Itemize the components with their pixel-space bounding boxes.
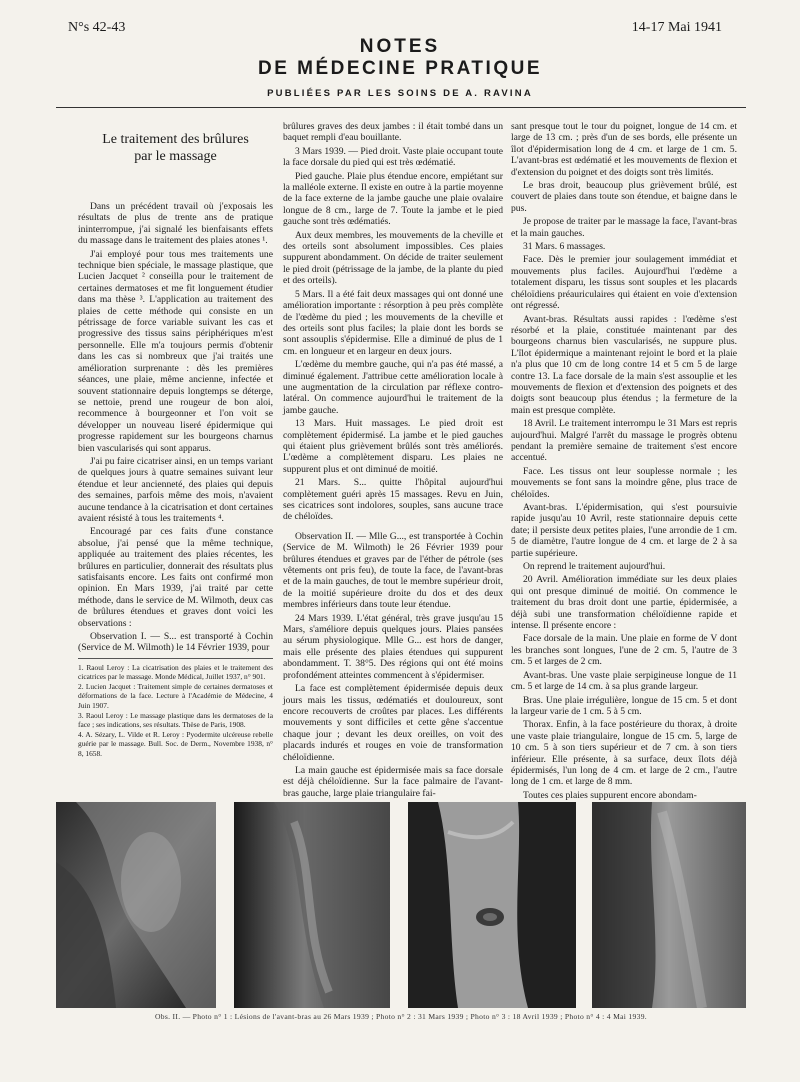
paragraph: On reprend le traitement aujourd'hui. (523, 561, 666, 573)
paragraph: Encouragé par ces faits d'une constance absolue, j'ai pensé que la même technique, appliquée au traitement des plaies récentes, les brûlures en particulier, donnerait des résultats plus satisfaisants encore. Les faits ont confirmé mon opinion. En Mars 1939, j'ai traité par cette méthode, dans le service de M. Wilmoth, deux cas de brûlures étendues et graves dont voici les observations : (78, 526, 273, 629)
paragraph: 31 Mars. 6 massages. (523, 241, 606, 253)
issue-date: 14-17 Mai 1941 (631, 20, 722, 35)
paragraph: Avant-bras. L'épidermisation, qui s'est poursuivie rapide jusqu'au 10 Avril, reste stationnaire depuis cette date; il persiste deux petites plaies, l'une arrondie de 1 cm. 5 de diamètre, l'autre longue de 4 cm. et large de 2 à sa partie supérieure. (511, 502, 737, 559)
photo-4 (592, 802, 746, 1008)
paragraph: Face. Dès le premier jour soulagement immédiat et mouvements plus faciles. Aujourd'hui l'œdème a totalement disparu, les tissus sont souples et les placards chéloïdiens préauriculaires qui étaient en voie d'extension ont régressé. (511, 254, 737, 312)
column-2 (283, 121, 503, 801)
photo-4-image (592, 802, 746, 1008)
paragraph: Toutes ces plaies suppurent encore abondam- (523, 789, 697, 801)
photo-2-image (234, 802, 390, 1008)
photo-1-image (56, 802, 216, 1008)
footnote: 1. Raoul Leroy : La cicatrisation des plaies et le traitement des cicatrices par le massage. Monde Médical, Juillet 1937, n° 901. (78, 662, 273, 682)
footnote: 4. A. Sézary, L. Vilde et R. Leroy : Pyodermite ulcéreuse rebelle guérie par le massage. Bull. Soc. de Derm., Novembre 1938, n° 8, 1658. (78, 730, 273, 758)
footnotes (78, 658, 273, 758)
paragraph: J'ai employé pour tous mes traitements une technique bien spéciale, le massage plastique, que Lucien Jacquet ² conseilla pour le traitement de certaines dermatoses et me fit longuement étudier dans ma thèse ³. L'application au traitement des plaies de cette méthode qui consiste en un pétrissage de force variable suivant les cas et progressive des tissus sains périphériques m'est personnelle. Elle m'a toujours permis d'obtenir dans les cas si nombreux que j'ai traités une amélioration surprenante : dès les premières séances, une plaie, même ancienne, infectée et souvent stationnaire depuis longtemps se déterge, se nettoie, prend une rougeur de bon aloi, recommence à bourgeonner et l'on voit se développer un nouveau liseré épidermique qui progresse rapidement sur les bourgeons charnus bien vascularisés qui sont apparus. (78, 248, 273, 454)
column-3 (511, 121, 737, 803)
paragraph: brûlures graves des deux jambes : il était tombé dans un baquet rempli d'eau bouillante. (283, 121, 503, 144)
article-title-line2: par le massage (134, 149, 217, 164)
paragraph: Je propose de traiter par le massage la face, l'avant-bras et la main gauches. (511, 216, 737, 239)
paragraph: La face est complètement épidermisée depuis deux jours mais les tissus, œdématiés et douloureux, sont encore recouverts de croûtes par places. Les différents mouvements y sont difficiles et cette gêne s'accentue chaque jour ; devant les deux oreilles, on voit des placards indurés et rouges en voie de transformation chéloïdienne. (283, 683, 503, 763)
photo-1 (56, 802, 216, 1008)
paragraph: Bras. Une plaie irrégulière, longue de 15 cm. 5 et dont la largeur varie de 1 cm. 5 à 5 cm. (511, 694, 737, 717)
paragraph: Face. Les tissus ont leur souplesse normale ; les mouvements se font sans la moindre gêne, plus trace de chéloïdes. (511, 465, 737, 500)
paragraph: La main gauche est épidermisée mais sa face dorsale est déjà chéloïdienne. Sur la face palmaire de l'avant-bras gauche, large plaie triangulaire fai- (283, 764, 503, 799)
photo-2 (234, 802, 390, 1008)
paragraph: Thorax. Enfin, à la face postérieure du thorax, à droite une vaste plaie triangulaire, longue de 15 cm. 5, large de 10 cm. 5 à son tiers supérieur et de 7 cm. à son tiers inférieur. Elle présente, à sa surface, deux îlots déjà épidermisés, l'un long de 4 cm. et large de 2 cm., l'autre long de 1 cm. et large de 8 mm. (511, 719, 737, 788)
paragraph: 24 Mars 1939. L'état général, très grave jusqu'au 15 Mars, s'améliore depuis quelques jours. Plaies pansées au sérum physiologique. Mlle G... est hors de danger, mais elle présente des plaies étendues qui suppurent abondamment. T. 38°5. Des régions qui ont été moins profondément atteintes commencent à s'épidermiser. (283, 612, 503, 681)
paragraph: Dans un précédent travail où j'exposais les résultats de plus de trente ans de pratique ininterrompue, j'ai signalé les bienfaisants effets du massage dans le traitement des plaies atones ¹. (78, 201, 273, 247)
paragraph: Pied gauche. Plaie plus étendue encore, empiétant sur la malléole externe. Il existe en outre à la partie moyenne de la face externe de la jambe gauche une plaie ovalaire longue de 8 cm., large de 7. Toute la jambe et le pied gauche sont très œdématiés. (283, 170, 503, 228)
footnote: 2. Lucien Jacquet : Traitement simple de certaines dermatoses et déformations de la face. Lecture à l'Académie de Médecine, 4 Juin 1907. (78, 682, 273, 710)
column-1 (78, 121, 273, 759)
paragraph: Le bras droit, beaucoup plus grièvement brûlé, est couvert de plaies dans toute son étendue, et baigne dans le pus. (511, 180, 737, 214)
paragraph: 20 Avril. Amélioration immédiate sur les deux plaies qui ont presque diminué de moitié. On commence le traitement du bras droit dont une partie, épidermisée, a déjà subi une transformation chéloïdienne rapide et intense. Il présente encore : (511, 574, 737, 632)
article-title-line1: Le traitement des brûlures (102, 132, 249, 147)
paragraph: Face dorsale de la main. Une plaie en forme de V dont les branches sont longues, l'une de 2 cm. 5, l'autre de 3 cm. 5 et larges de 2 cm. (511, 633, 737, 668)
paragraph: J'ai pu faire cicatriser ainsi, en un temps variant de quelques jours à quatre semaines suivant leur étendue et leur ancienneté, des plaies qui depuis des semaines, parfois même des mois, n'avaient aucune tendance à la cicatrisation et dont certaines avaient résisté à tous les traitements ⁴. (78, 455, 273, 524)
paragraph: 3 Mars 1939. — Pied droit. Vaste plaie occupant toute la face dorsale du pied qui est très œdématié. (283, 145, 503, 169)
article-title (78, 131, 273, 165)
paragraph: Aux deux membres, les mouvements de la cheville et des orteils sont absolument impossibles. Ces plaies suppurent abondamment. On décide de traiter seulement le pied droit (pétrissage de la jambe, de la plante du pied et des orteils). (283, 229, 503, 287)
paragraph: 18 Avril. Le traitement interrompu le 31 Mars est repris aujourd'hui. Malgré l'arrêt du massage le progrès obtenu pendant la première semaine de traitement s'est encore accentué. (511, 418, 737, 464)
header-rule (56, 107, 746, 108)
paragraph: Avant-bras. Résultats aussi rapides : l'œdème s'est résorbé et la plaie, constituée maintenant par des bourgeons charnus bien vascularisés, ne suppure plus. L'îlot épidermique a maintenant rejoint le bord et la plaie n'a plus que 10 cm de long contre 14 et 5 cm 5 de large contre 13. La face dorsale de la main s'est assouplie et les mouvements de flexion et d'extension des poignets et des doigts sont beaucoup plus étendus ; la fermeture de la main est presque complète. (511, 313, 737, 416)
paragraph: Observation I. — S... est transporté à Cochin (Service de M. Wilmoth) le 14 Février 1939, pour (78, 631, 273, 654)
paragraph: 5 Mars. Il a été fait deux massages qui ont donné une amélioration importante : résorption à peu près complète de l'œdème du pied ; les mouvements de la cheville et des orteils sont plus faciles; la plaie dont les bords se sont assouplis s'épidermise. Elle a diminué de plus de 1 cm. en longueur et en largeur en deux jours. (283, 288, 503, 357)
photo-caption: Obs. II. — Photo n° 1 : Lésions de l'avant-bras au 26 Mars 1939 ; Photo n° 2 : 31 Mars 1939 ; Photo n° 3 : 18 Avril 1939 ; Photo n° 4 : 4 Mai 1939. (155, 1012, 647, 1021)
paragraph: Avant-bras. Une vaste plaie serpigineuse longue de 11 cm. 5 et large de 14 cm. à sa plus grande largeur. (511, 669, 737, 693)
paragraph: 21 Mars. S... quitte l'hôpital aujourd'hui complètement guéri après 15 massages. Revu en Juin, ses cicatrices sont indolores, souples, sans aucune trace de chéloïdes. (283, 477, 503, 523)
photo-3 (408, 802, 576, 1008)
issue-number: N°s 42-43 (68, 20, 126, 35)
journal-title-line1: NOTES (359, 36, 441, 57)
photo-3-image (408, 802, 576, 1008)
paragraph: 13 Mars. Huit massages. Le pied droit est complètement épidermisé. La jambe et le pied gauches qui étaient plus grièvement brûlés sont très améliorés. L'œdème a complètement disparu. Les plaies ne suppurent plus et ont diminué de moitié. (283, 418, 503, 475)
paragraph: Observation II. — Mlle G..., est transportée à Cochin (Service de M. Wilmoth) le 26 Février 1939 pour brûlures étendues et graves par de l'éther de pétrole (ses vêtements ont pris feu), de toute la face, de l'avant-bras et de la main gauches, de tout le membre supérieur droit, de la moitié supérieure droite du dos et des deux membres inférieurs dans toute leur étendue. (283, 530, 503, 611)
paragraph: sant presque tout le tour du poignet, longue de 14 cm. et large de 13 cm. ; près d'un de ses bords, elle présente un îlot d'épidermisation long de 4 cm. et large de 1 cm. 5. L'avant-bras est œdématié et les mouvements de flexion et d'extension du poignet et des doigts sont très limités. (511, 121, 737, 178)
journal-subtitle: PUBLIÉES PAR LES SOINS DE A. RAVINA (267, 88, 533, 99)
footnote: 3. Raoul Leroy : Le massage plastique dans les dermatoses de la face ; ses indications, ses résultats. Thèse de Paris, 1908. (78, 710, 273, 730)
journal-title-line2: DE MÉDECINE PRATIQUE (257, 58, 542, 79)
paragraph: L'œdème du membre gauche, qui n'a pas été massé, a diminué également. J'attribue cette amélioration locale à une augmentation de la circulation par réflexe contro-latéral. On commence aujourd'hui le traitement de la jambe gauche. (283, 359, 503, 416)
photo-strip (56, 802, 746, 1008)
